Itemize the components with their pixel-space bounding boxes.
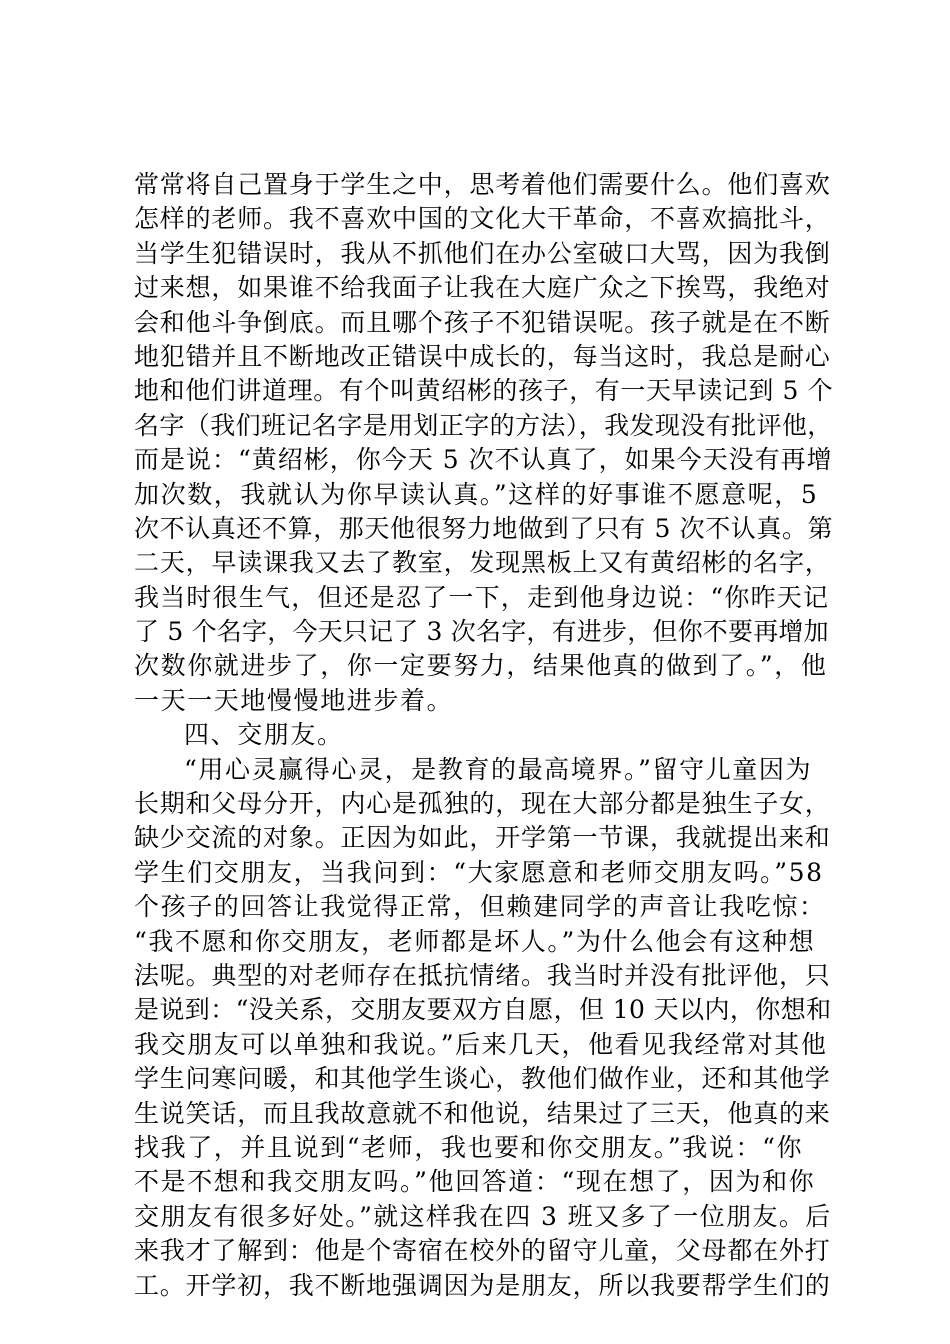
body-text xyxy=(134,168,834,1303)
text-line: 地和他们讲道理。有个叫黄绍彬的孩子，有一天早读记到 5 个 xyxy=(134,376,834,406)
text-line: 我当时很生气，但还是忍了一下，走到他身边说：“你昨天记 xyxy=(134,582,830,612)
text-line: 当学生犯错误时，我从不抓他们在办公室破口大骂，因为我倒 xyxy=(134,238,831,268)
text-line: 法呢。典型的对老师存在抵抗情绪。我当时并没有批评他，只 xyxy=(134,960,831,990)
text-line: 名字（我们班记名字是用划正字的方法），我发现没有批评他， xyxy=(134,410,833,440)
text-line: 过来想，如果谁不给我面子让我在大庭广众之下挨骂，我绝对 xyxy=(134,273,831,303)
text-line: 二天，早读课我又去了教室，发现黑板上又有黄绍彬的名字， xyxy=(134,548,831,578)
text-line: 不是不想和我交朋友吗。”他回答道：“现在想了，因为和你 xyxy=(134,1167,816,1197)
text-line: 缺少交流的对象。正因为如此，开学第一节课，我就提出来和 xyxy=(134,823,831,853)
text-line: 来我才了解到：他是个寄宿在校外的留守儿童，父母都在外打 xyxy=(134,1236,831,1266)
text-line: 加次数，我就认为你早读认真。”这样的好事谁不愿意呢，5 xyxy=(134,479,819,509)
text-line: 工。开学初，我不断地强调因为是朋友，所以我要帮学生们的 xyxy=(134,1270,831,1300)
paragraph-start-line: 四、交朋友。 xyxy=(184,720,344,750)
text-line: 学生们交朋友，当我问到：“大家愿意和老师交朋友吗。”58 xyxy=(134,857,824,887)
text-line: 次不认真还不算，那天他很努力地做到了只有 5 次不认真。第 xyxy=(134,513,834,543)
text-line: 个孩子的回答让我觉得正常，但赖建同学的声音让我吃惊： xyxy=(134,892,826,922)
text-line: 是说到：“没关系，交朋友要双方自愿，但 10 天以内，你想和 xyxy=(134,995,832,1025)
text-line: 次数你就进步了，你一定要努力，结果他真的做到了。”，他 xyxy=(134,651,828,681)
text-line: 常常将自己置身于学生之中，思考着他们需要什么。他们喜欢 xyxy=(134,170,831,199)
text-line: 我交朋友可以单独和我说。”后来几天，他看见我经常对其他 xyxy=(134,1029,828,1059)
text-line: 一天一天地慢慢地进步着。 xyxy=(134,685,454,715)
paragraph-start-line: “用心灵赢得心灵，是教育的最高境界。”留守儿童因为 xyxy=(184,754,813,784)
text-line: 生说笑话，而且我故意就不和他说，结果过了三天，他真的来 xyxy=(134,1098,831,1128)
text-line: 而是说：“黄绍彬，你今天 5 次不认真了，如果今天没有再增 xyxy=(134,445,833,475)
text-line: 学生问寒问暖，和其他学生谈心，教他们做作业，还和其他学 xyxy=(134,1064,831,1094)
text-line: 长期和父母分开，内心是孤独的，现在大部分都是独生子女， xyxy=(134,789,831,819)
text-line: “我不愿和你交朋友，老师都是坏人。”为什么他会有这种想 xyxy=(134,926,816,956)
text-line: 交朋友有很多好处。”就这样我在四 3 班又多了一位朋友。后 xyxy=(134,1201,832,1231)
text-line: 会和他斗争倒底。而且哪个孩子不犯错误呢。孩子就是在不断 xyxy=(134,307,831,337)
text-line: 找我了，并且说到“老师，我也要和你交朋友。”我说：“你 xyxy=(134,1132,804,1162)
text-line: 了 5 个名字，今天只记了 3 次名字，有进步，但你不要再增加 xyxy=(134,617,829,647)
text-line: 地犯错并且不断地改正错误中成长的，每当这时，我总是耐心 xyxy=(134,341,831,371)
text-line: 怎样的老师。我不喜欢中国的文化大干革命，不喜欢搞批斗， xyxy=(134,204,831,234)
